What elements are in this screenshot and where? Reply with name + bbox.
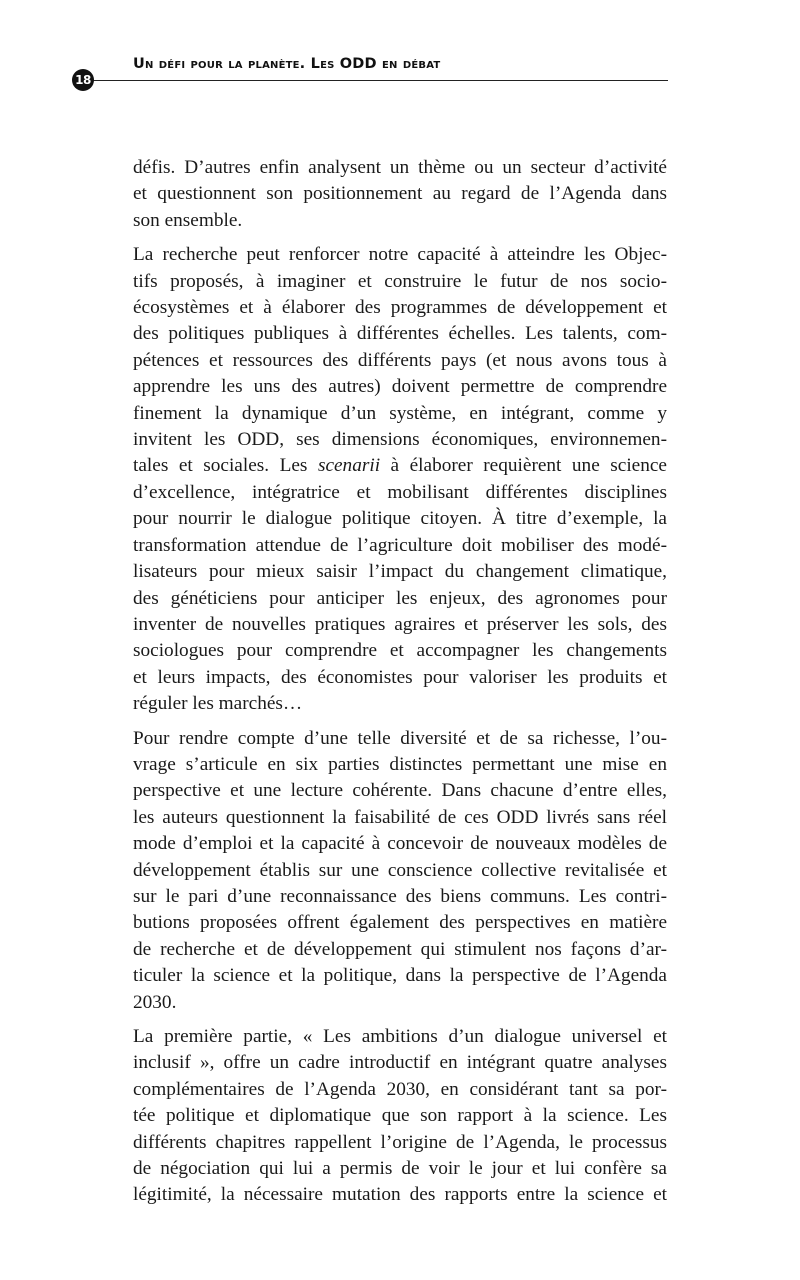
text-line: des politiques publiques à différentes échelles. Les talents, com-	[133, 323, 667, 345]
text-line: son ensemble.	[133, 209, 243, 231]
text-line: d’excellence, intégratrice et mobilisant différentes disciplines	[133, 481, 667, 503]
paragraph	[133, 242, 667, 717]
text-line: mode d’emploi et la capacité à concevoir de nouveaux modèles de	[133, 833, 667, 855]
text-segment: à élaborer requièrent une science	[380, 455, 667, 477]
text-line: différents chapitres rappellent l’origine de l’Agenda, le processus	[133, 1131, 667, 1153]
text-line: vrage s’articule en six parties distinctes permettant une mise en	[133, 753, 667, 775]
text-line: défis. D’autres enfin analysent un thème ou un secteur d’activité	[133, 157, 667, 178]
text-line: transformation attendue de l’agriculture doit mobiliser des modé-	[133, 534, 667, 556]
text-line: des généticiens pour anticiper les enjeux, des agronomes pour	[133, 587, 667, 609]
text-line: butions proposées offrent également des perspectives en matière	[133, 912, 667, 934]
text-segment: tales et sociales. Les	[133, 455, 318, 477]
running-head: Un défi pour la planète. Les ODD en débat	[133, 56, 441, 72]
text-line: légitimité, la nécessaire mutation des rapports entre la science et	[133, 1184, 667, 1206]
text-line: de négociation qui lui a permis de voir le jour et lui confère sa	[133, 1158, 667, 1180]
text-line: Pour rendre compte d’une telle diversité et de sa richesse, l’ou-	[133, 727, 667, 749]
text-line: finement la dynamique d’un système, en intégrant, comme y	[133, 402, 667, 424]
text-line: perspective et une lecture cohérente. Dans chacune d’entre elles,	[133, 780, 667, 802]
text-line: apprendre les uns des autres) doivent permettre de comprendre	[133, 376, 667, 398]
text-line: tifs proposés, à imaginer et construire le futur de nos socio-	[133, 270, 667, 292]
text-line: complémentaires de l’Agenda 2030, en considérant tant sa por-	[133, 1078, 667, 1100]
paragraph	[133, 726, 667, 1016]
text-line: tée politique et diplomatique que son rapport à la science. Les	[133, 1105, 667, 1127]
text-line: pour nourrir le dialogue politique citoyen. À titre d’exemple, la	[133, 508, 667, 530]
paragraph	[133, 1024, 667, 1209]
paragraph	[133, 155, 667, 234]
text-line	[133, 453, 667, 479]
page-number-badge: 18	[72, 69, 94, 91]
text-line: les auteurs questionnent la faisabilité de ces ODD livrés sans réel	[133, 806, 667, 828]
text-line: 2030.	[133, 991, 177, 1013]
text-line: sociologues pour comprendre et accompagner les changements	[133, 640, 667, 662]
text-line: pétences et ressources des différents pays (et nous avons tous à	[133, 349, 667, 371]
text-line: et questionnent son positionnement au regard de l’Agenda dans	[133, 183, 667, 205]
text-line: La recherche peut renforcer notre capacité à atteindre les Objec-	[133, 244, 667, 266]
body-text	[133, 155, 667, 1217]
text-line: de recherche et de développement qui stimulent nos façons d’ar-	[133, 938, 667, 960]
italic-term: scenarii	[317, 455, 381, 477]
text-line: invitent les ODD, ses dimensions économiques, environnemen-	[133, 429, 667, 451]
text-line: et leurs impacts, des économistes pour valoriser les produits et	[133, 666, 667, 688]
text-line: développement établis sur une conscience collective revitalisée et	[133, 859, 667, 881]
text-line: sur le pari d’une reconnaissance des biens communs. Les contri-	[133, 885, 667, 907]
text-line: lisateurs pour mieux saisir l’impact du changement climatique,	[133, 561, 667, 583]
text-line: réguler les marchés…	[133, 693, 303, 715]
header-rule	[88, 80, 668, 81]
text-line: La première partie, « Les ambitions d’un dialogue universel et	[133, 1026, 667, 1047]
text-line: inventer de nouvelles pratiques agraires et préserver les sols, des	[133, 613, 667, 635]
text-line: inclusif », offre un cadre introductif en intégrant quatre analyses	[133, 1052, 667, 1074]
text-line: ticuler la science et la politique, dans la perspective de l’Agenda	[133, 965, 667, 987]
text-line: écosystèmes et à élaborer des programmes de développement et	[133, 297, 667, 319]
